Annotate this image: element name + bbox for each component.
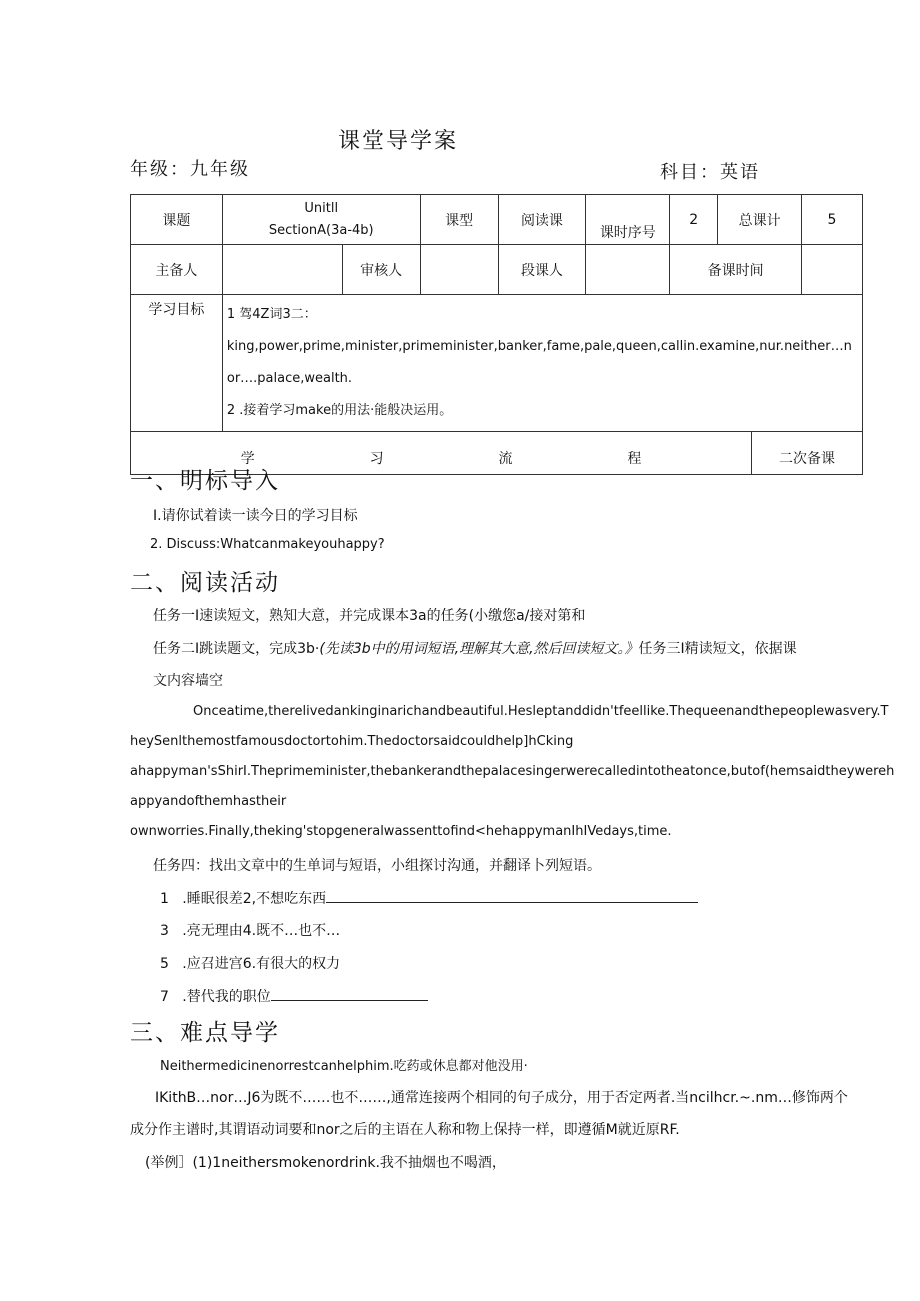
section3-line: 成分作主谱时,其谓语动词要和nor之后的主语在人称和物上保持一样，即遵循M就近原RF. (130, 1122, 680, 1138)
phrase-item (160, 888, 698, 908)
goals-line3: 2 .接着学习make的用法·能般决运用。 (226, 403, 453, 418)
phrase-text: .应召进宫6.有很大的权力 (182, 956, 341, 972)
topic-label: 课题 (131, 195, 223, 245)
passage-line: heySenlthemostfamousdoctortohim.Thedoctorsaidcouldhelp]hCking (130, 734, 574, 749)
passage-line: ownworries.Finally,theking'stopgeneralwassenttofind<hehappymanIhIVedays,time. (130, 824, 672, 839)
reviewer-value (420, 245, 498, 295)
table-row (131, 295, 863, 432)
phrase-number: 3 (160, 923, 169, 939)
phrase-number: 5 (160, 956, 169, 972)
grade-label: 年级：九年级 (130, 159, 250, 180)
flow-char: 程 (627, 451, 642, 467)
total-label: 总课计 (718, 195, 802, 245)
table-row (131, 195, 863, 245)
phrase-text: .睡眠很差2,不想吃东西 (182, 891, 327, 907)
reviewer-label: 审核人 (342, 245, 420, 295)
second-prep-label: 二次备课 (752, 432, 863, 475)
phrase-text: .亮无理由4.既不…也不… (182, 923, 341, 939)
flow-char: 学 (240, 451, 255, 467)
phrase-text: .替代我的职位 (182, 989, 271, 1005)
task3-cont: 文内容墙空 (153, 673, 223, 689)
section1-item2: 2. Discuss:Whatcanmakeyouhappy? (150, 537, 385, 552)
goals-line1: 1 驾4Z词3二： (226, 307, 317, 322)
time-value (802, 245, 863, 295)
unit-cell (222, 195, 420, 245)
unit-line2: SectionA(3a-4b) (268, 222, 374, 238)
phrase-item (160, 953, 340, 973)
goals-content (222, 295, 862, 432)
flow-char: 流 (498, 451, 513, 467)
time-label: 备课时间 (670, 245, 802, 295)
task2-a: 任务二I跳读题文，完成3b· (153, 641, 320, 657)
teacher-value (586, 245, 670, 295)
phrase-item (160, 986, 428, 1006)
period-value: 2 (670, 195, 718, 245)
task2-b: (先读3b中的用词短语,理解其大意,然后回读短文。》 (319, 641, 639, 657)
page-title: 课堂导学案 (338, 129, 459, 154)
teacher-label: 段课人 (498, 245, 586, 295)
task2 (153, 638, 797, 658)
section3-heading: 三、难点导学 (130, 1020, 280, 1046)
section1-item1: I.请你试着读一读今日的学习目标 (153, 508, 358, 524)
phrase-item (160, 920, 340, 940)
total-value: 5 (802, 195, 863, 245)
passage-line: appyandofthemhastheir (130, 794, 287, 809)
answer-blank[interactable] (271, 986, 428, 1001)
preparer-value (222, 245, 342, 295)
unit-line1: Unitll (304, 200, 339, 216)
task2-c: 任务三I精读短文，依据课 (638, 641, 797, 657)
goals-label: 学习目标 (131, 295, 223, 432)
goals-line2: king,power,prime,minister,primeminister,banker,fame,pale,queen,callin.examine,nur.neither…nor….palace,wealth. (226, 339, 852, 386)
section3-line: (举例］(1)1neithersmokenordrink.我不抽烟也不喝酒， (145, 1155, 506, 1171)
phrase-number: 1 (160, 891, 169, 907)
passage-line: Onceatime,therelivedankinginarichandbeautiful.Hesleptanddidn'tfeellike.Thequeenandthepeoplewasvery.T (193, 704, 889, 719)
answer-blank[interactable] (326, 888, 698, 903)
task4: 任务四：找出文章中的生单词与短语，小组探讨沟通，并翻译卜列短语。 (153, 858, 601, 874)
flow-char: 习 (369, 451, 384, 467)
section3-line: IKithB…nor…J6为既不……也不……,通常连接两个相同的句子成分，用于否定两者.当ncilhcr.~.nm…修饰两个 (155, 1090, 848, 1106)
type-value: 阅读课 (498, 195, 586, 245)
task1: 任务一I速读短文，熟知大意，并完成课本3a的任务(小缴您a/接对第和 (153, 608, 586, 624)
subject-label: 科目：英语 (660, 162, 760, 183)
section3-line: Neithermedicinenorrestcanhelphim.吃药或休息都对他没用· (160, 1059, 528, 1074)
type-label: 课型 (420, 195, 498, 245)
preparer-label: 主备人 (131, 245, 223, 295)
period-label: 课时序号 (586, 195, 670, 245)
section1-heading: 一、明标导入 (130, 468, 280, 494)
phrase-number: 7 (160, 989, 169, 1005)
lesson-info-table (130, 194, 863, 475)
passage-line: ahappyman'sShirI.Theprimeminister,thebankerandthepalacesingerwerecalledintotheatonce,butof(hemsaidtheywereh (130, 764, 895, 779)
section2-heading: 二、阅读活动 (130, 570, 280, 596)
table-row (131, 245, 863, 295)
